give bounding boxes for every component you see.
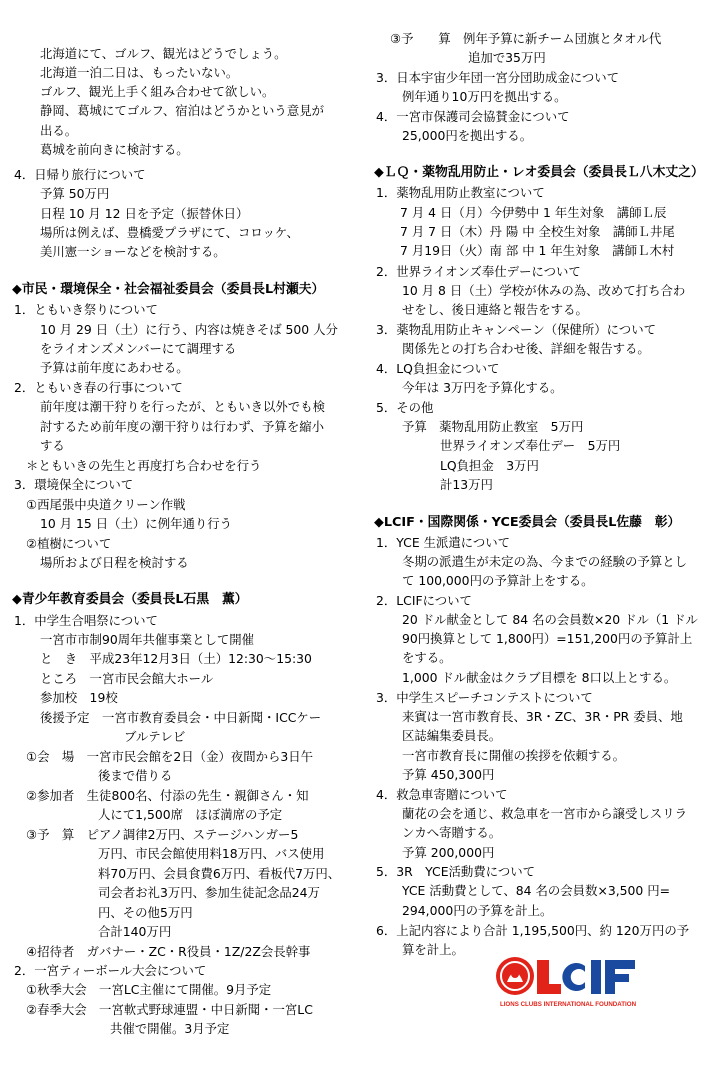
- text-line: 3．中学生スピーチコンテストについて: [376, 690, 593, 705]
- text-line: 場所は例えば、豊橋愛プラザにて、コロッケ、: [40, 225, 299, 240]
- text-line: 料70万円、会員食費6万円、看板代7万円、: [98, 866, 341, 881]
- text-line: 1．YCE 生派遣について: [376, 535, 511, 550]
- text-line: せをし、後日連絡と報告をする。: [402, 302, 588, 317]
- text-line: ＊ともいきの先生と再度打ち合わせを行う: [26, 458, 262, 473]
- text-line: ④招待者 ガバナー・ZC・R役員・1Z/2Z会長幹事: [26, 944, 311, 959]
- text-line: 予算 薬物乱用防止教室 5万円: [402, 419, 584, 434]
- text-line: ブルテレビ: [124, 729, 186, 744]
- text-line: 予算 50万円: [40, 186, 110, 201]
- text-line: 場所および日程を検討する: [40, 555, 189, 570]
- text-line: 25,000円を拠出する。: [402, 128, 533, 143]
- text-line: 4．一宮市保護司会協賛金について: [376, 109, 570, 124]
- text-line: をする。: [402, 650, 452, 665]
- text-line: 司会者お礼3万円、参加生徒記念品24万: [98, 885, 320, 900]
- section-heading: ◆青少年教育委員会（委員長L石黒 薫）: [12, 592, 248, 607]
- logo-tagline: LIONS CLUBS INTERNATIONAL FOUNDATION: [499, 1001, 637, 1008]
- text-line: 294,000円の予算を計上。: [402, 903, 553, 918]
- text-line: 万円、市民会館使用料18万円、バス使用: [98, 846, 325, 861]
- text-line: 葛城を前向きに検討する。: [40, 142, 189, 157]
- text-line: 1．薬物乱用防止教室について: [376, 185, 545, 200]
- text-line: 2．一宮ティーボール大会について: [14, 963, 207, 978]
- text-line: 来賓は一宮市教育長、3R・ZC、3R・PR 委員、地: [402, 709, 683, 724]
- text-line: ②春季大会 一宮軟式野球連盟・中日新聞・一宮LC: [26, 1002, 313, 1017]
- text-line: 今年は 3万円を予算化する。: [402, 380, 563, 395]
- text-line: 4．日帰り旅行について: [14, 167, 146, 182]
- text-line: 3．日本宇宙少年団一宮分団助成金について: [376, 70, 620, 85]
- text-line: 7 月 4 日（月）今伊勢中 1 年生対象 講師Ｌ辰: [400, 205, 667, 220]
- text-line: 北海道一泊二日は、もったいない。: [40, 65, 239, 80]
- text-line: 20 ドル献金として 84 名の会員数×20 ドル（1 ドル: [402, 612, 698, 627]
- text-line: 合計140万円: [98, 924, 172, 939]
- text-line: 出る。: [40, 123, 78, 138]
- text-line: ①会 場 一宮市民会館を2日（金）夜間から3日午: [26, 749, 314, 764]
- text-line: 蘭花の会を通じ、救急車を一宮市から譲受しスリラ: [402, 806, 687, 821]
- text-line: 1．ともいき祭りについて: [14, 302, 158, 317]
- text-line: 後まで借りる: [98, 768, 173, 783]
- text-line: ところ 一宮市民会館大ホール: [40, 671, 214, 686]
- text-line: をライオンズメンバーにて調理する: [40, 341, 237, 356]
- text-line: 予算は前年度にあわせる。: [40, 360, 189, 375]
- text-line: と き 平成23年12月3日（土）12:30～15:30: [40, 651, 312, 666]
- lcif-wordmark: [537, 960, 635, 994]
- text-line: 前年度は潮干狩りを行ったが、ともいき以外でも検: [40, 399, 325, 414]
- text-line: 日程 10 月 12 日を予定（振替休日）: [40, 206, 249, 221]
- text-line: 後援予定 一宮市教育委員会・中日新聞・ICCケー: [40, 710, 322, 725]
- text-line: 追加で35万円: [468, 50, 546, 65]
- text-line: 人にて1,500席 ほぼ満席の予定: [98, 807, 283, 822]
- text-line: 7 月19日（火）南 部 中 1 年生対象 講師Ｌ木村: [400, 243, 675, 258]
- text-line: ゴルフ、観光上手く組み合わせて欲しい。: [40, 84, 275, 99]
- text-line: 北海道にて、ゴルフ、観光はどうでしょう。: [40, 46, 287, 61]
- text-line: ③予 算 ピアノ調律2万円、ステージハンガー5: [26, 827, 299, 842]
- text-line: 一宮市市制90周年共催事業として開催: [40, 632, 255, 647]
- text-line: ①秋季大会 一宮LC主催にて開催。9月予定: [26, 982, 272, 997]
- text-line: ②植樹について: [26, 536, 112, 551]
- text-line: 10 月 8 日（土）学校が休みの為、改めて打ち合わ: [402, 283, 686, 298]
- text-line: 2．LCIFについて: [376, 593, 472, 608]
- text-line: 一宮市教育長に開催の挨拶を依頼する。: [402, 748, 626, 763]
- text-line: 冬期の派遣生が未定の為、今までの経験の予算とし: [402, 554, 687, 569]
- text-line: 討するため前年度の潮干狩りは行わず、予算を縮小: [40, 419, 324, 434]
- text-line: 予算 450,300円: [402, 767, 495, 782]
- text-line: 算を計上。: [402, 942, 464, 957]
- text-line: ンカへ寄贈する。: [402, 825, 502, 840]
- text-line: 6．上記内容により合計 1,195,500円、約 120万円の予: [376, 923, 690, 938]
- text-line: 2．ともいき春の行事について: [14, 380, 183, 395]
- text-line: 5．3R YCE活動費について: [376, 864, 536, 879]
- section-heading: ◆市民・環境保全・社会福祉委員会（委員長L村瀬夫）: [12, 282, 325, 297]
- text-line: LQ負担金 3万円: [440, 458, 539, 473]
- text-line: 静岡、葛城にてゴルフ、宿泊はどうかという意見が: [40, 103, 324, 118]
- text-line: ②参加者 生徒800名、付添の先生・親御さん・知: [26, 788, 309, 803]
- text-line: 関係先との打ち合わせ後、詳細を報告する。: [402, 341, 650, 356]
- text-line: 90円換算として 1,800円）=151,200円の予算計上: [402, 631, 693, 646]
- lcif-logo: [493, 952, 643, 1012]
- text-line: 1．中学生合唱祭について: [14, 613, 158, 628]
- text-line: 計13万円: [440, 477, 493, 492]
- text-line: 予算 200,000円: [402, 845, 495, 860]
- text-line: 円、その他5万円: [98, 905, 193, 920]
- section-heading: ◆LCIF・国際関係・YCE委員会（委員長L佐藤 彰）: [374, 515, 681, 530]
- lions-emblem-icon: [496, 957, 534, 995]
- text-line: 3．環境保全について: [14, 477, 134, 492]
- text-line: ①西尾張中央道クリーン作戦: [26, 497, 186, 512]
- text-line: 美川憲一ショーなどを検討する。: [40, 244, 226, 259]
- text-line: 世界ライオンズ奉仕デー 5万円: [440, 438, 621, 453]
- text-line: 参加校 19校: [40, 690, 118, 705]
- text-line: ③予 算 例年予算に新チーム団旗とタオル代: [390, 31, 662, 46]
- text-line: 区誌編集委員長。: [402, 728, 502, 743]
- text-line: て 100,000円の予算計上をする。: [402, 573, 594, 588]
- text-line: 3．薬物乱用防止キャンペーン（保健所）について: [376, 322, 656, 337]
- section-heading: ◆ＬＱ・薬物乱用防止・レオ委員会（委員長Ｌ八木丈之）: [374, 165, 704, 180]
- text-line: 7 月 7 日（木）丹 陽 中 全校生対象 講師Ｌ井尾: [400, 224, 675, 239]
- text-line: 例年通り10万円を拠出する。: [402, 89, 567, 104]
- text-line: 10 月 29 日（土）に行う、内容は焼きそば 500 人分: [40, 322, 338, 337]
- text-line: 2．世界ライオンズ奉仕デーについて: [376, 264, 581, 279]
- text-line: 共催で開催。3月予定: [110, 1021, 230, 1036]
- text-line: 4．LQ負担金について: [376, 361, 500, 376]
- text-line: YCE 活動費として、84 名の会員数×3,500 円=: [402, 883, 671, 898]
- text-line: 4．救急車寄贈について: [376, 787, 508, 802]
- text-line: 1,000 ドル献金はクラブ目標を 8口以上とする。: [402, 670, 677, 685]
- text-line: 10 月 15 日（土）に例年通り行う: [40, 516, 233, 531]
- text-line: する: [40, 438, 65, 453]
- text-line: 5．その他: [376, 400, 434, 415]
